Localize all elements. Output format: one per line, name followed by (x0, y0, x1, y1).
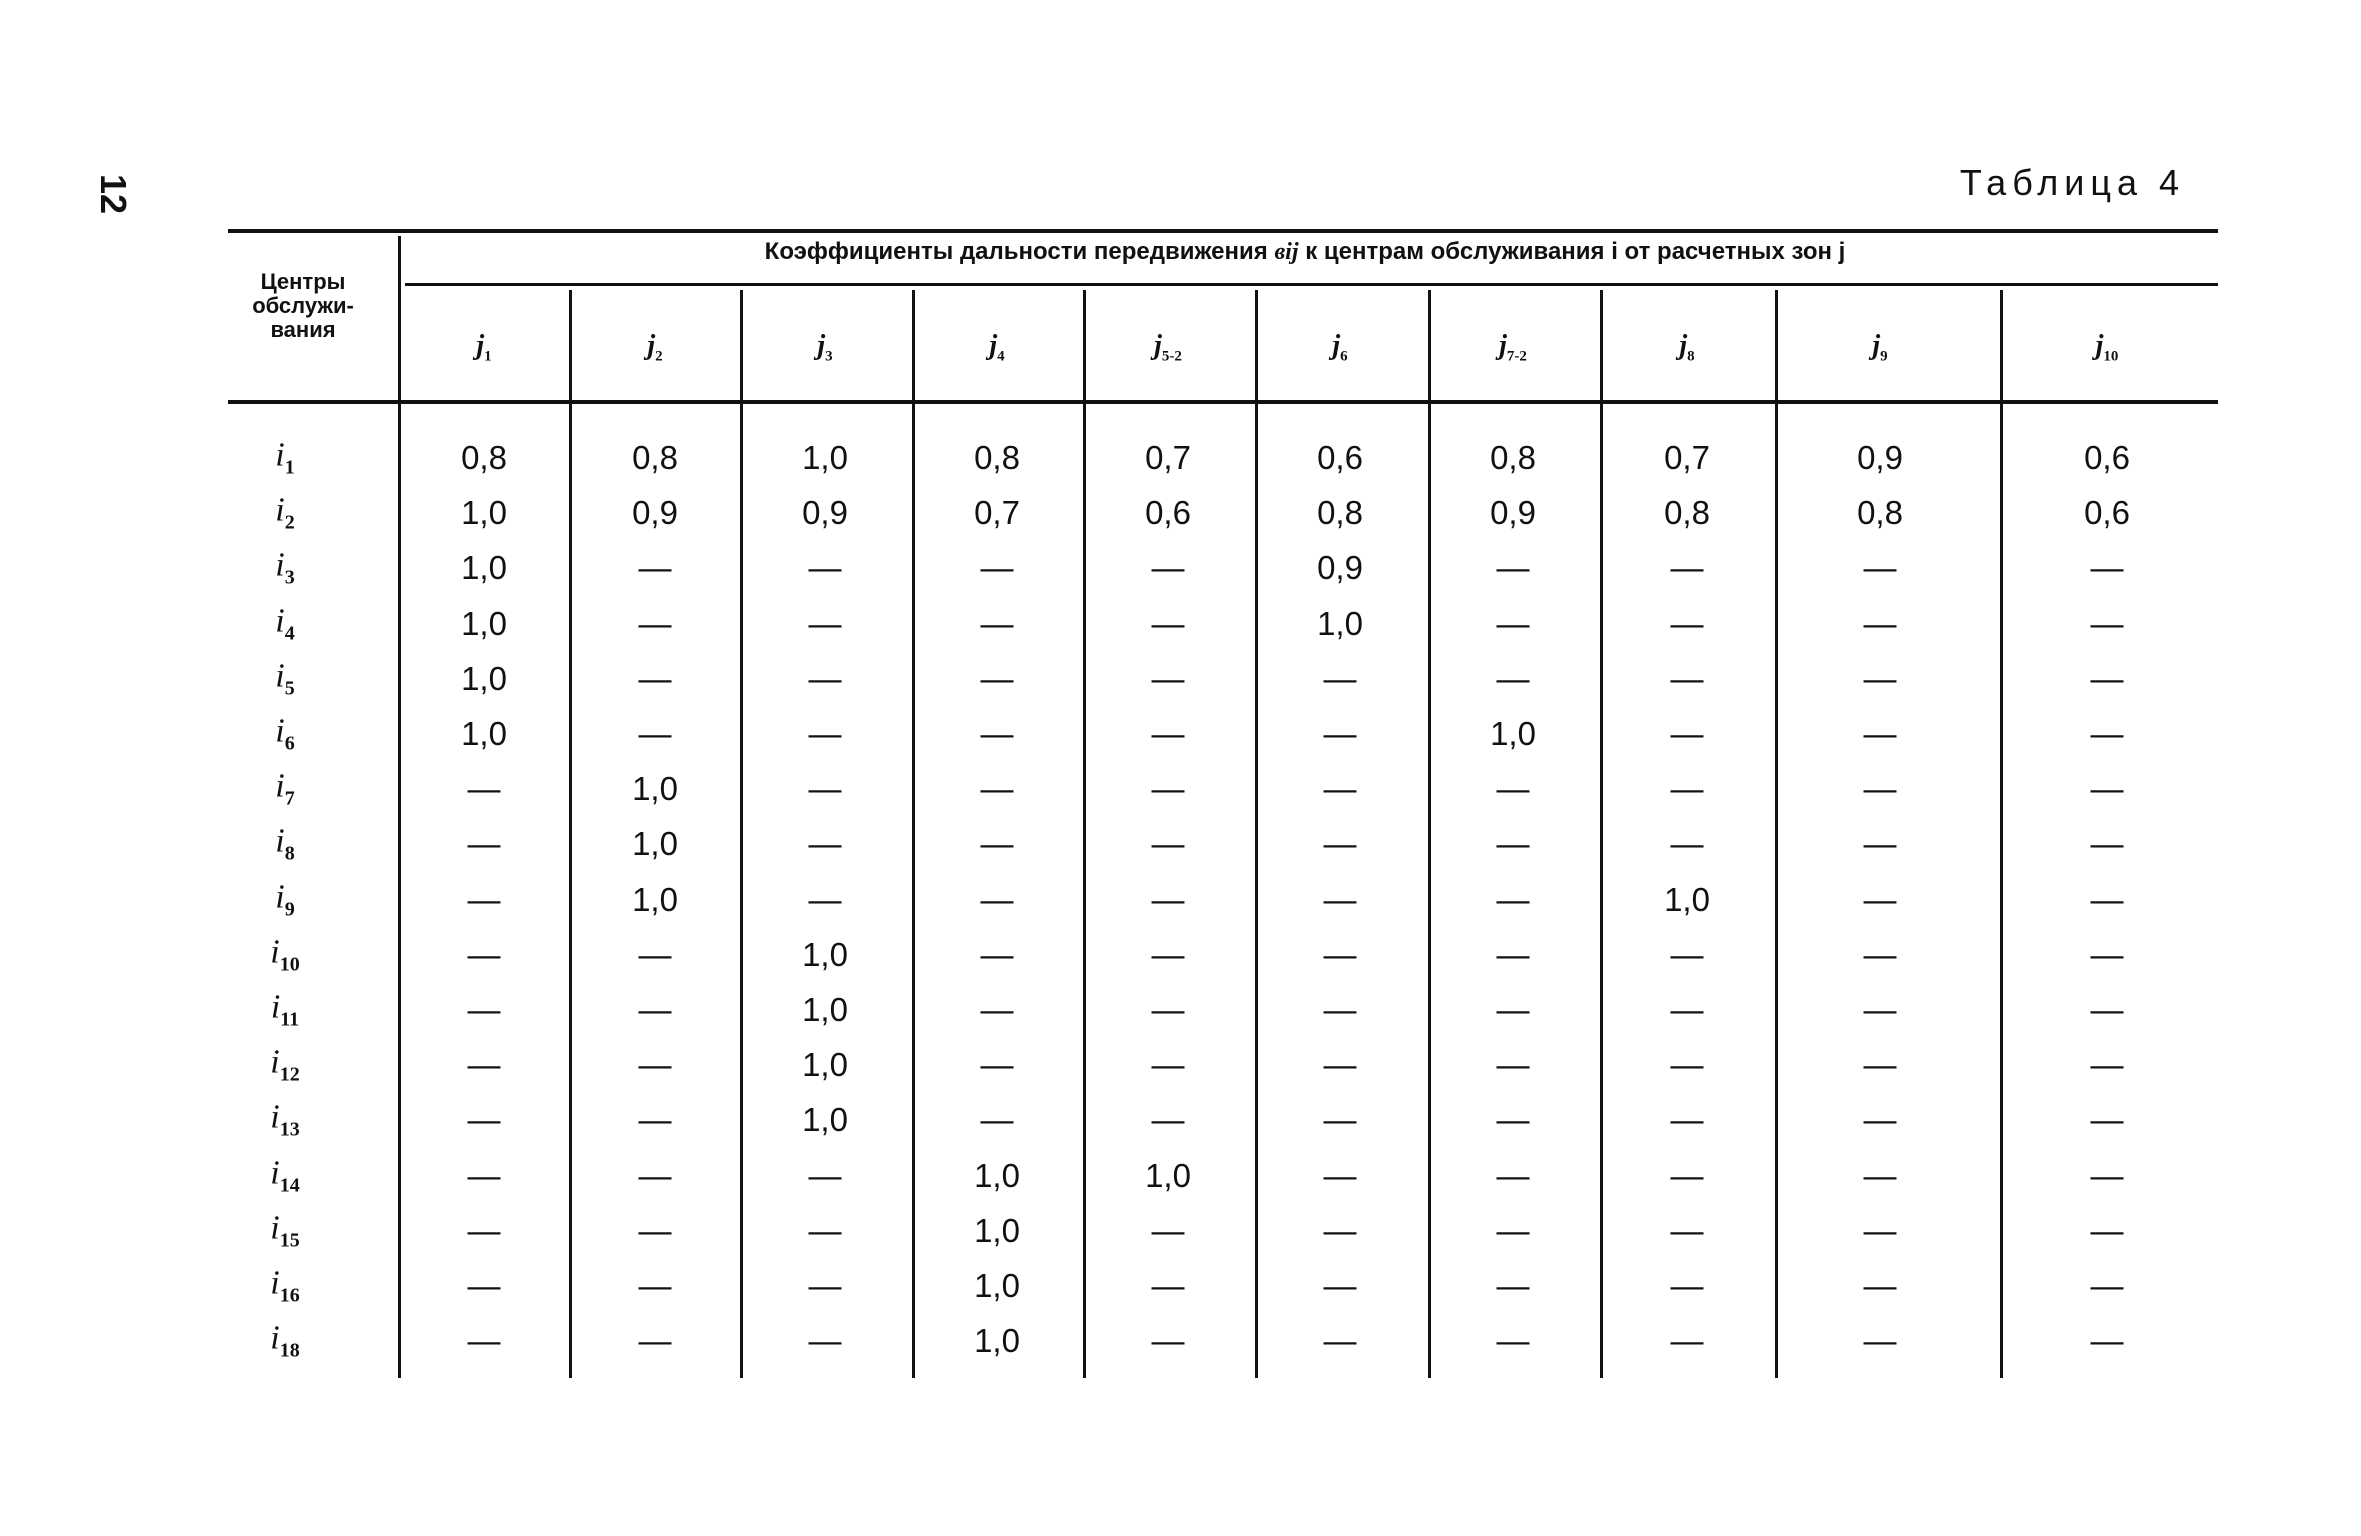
table-cell: — (1496, 659, 1530, 697)
table-cell: — (808, 604, 842, 642)
table-cell: — (2090, 825, 2124, 863)
table-cell: — (2090, 1267, 2124, 1304)
table-cell: — (1151, 1322, 1185, 1360)
table-cell: 0,7 (1145, 439, 1191, 476)
table-cell: — (1151, 604, 1185, 642)
table-cell: — (1323, 991, 1357, 1028)
column-header-symbol: j (1679, 330, 1688, 361)
table-cell: — (2090, 880, 2124, 918)
table-cell: 1,0 (974, 1267, 1020, 1304)
row-label (240, 1044, 330, 1087)
table-cell: — (1863, 770, 1897, 808)
table-cell: — (1863, 1322, 1897, 1360)
table-cell: — (980, 715, 1014, 752)
table-cell: — (638, 715, 672, 752)
table-cell: — (638, 549, 672, 587)
table-cell: 1,0 (802, 439, 848, 476)
column-header-symbol: j (476, 330, 485, 361)
row-label (240, 657, 330, 700)
row-label-index: 7 (284, 787, 295, 810)
row-label (240, 547, 330, 590)
row-label-index: 11 (280, 1008, 300, 1031)
table-cell: 0,9 (1317, 549, 1363, 587)
row-label-symbol: i (275, 767, 285, 805)
column-header-index: 10 (2103, 348, 2119, 365)
table-cell: 0,6 (2084, 494, 2130, 532)
table-cell: — (638, 1322, 672, 1360)
column-header-index: 5-2 (1161, 348, 1182, 365)
table-cell: — (638, 659, 672, 697)
table-cell: — (638, 1101, 672, 1139)
table-cell: 1,0 (802, 1101, 848, 1139)
group-header-rule (405, 283, 2218, 286)
row-label-symbol: i (270, 1319, 280, 1357)
table-cell: — (1863, 604, 1897, 642)
table-cell: — (1151, 1267, 1185, 1304)
table-cell: — (1151, 1101, 1185, 1139)
table-cell: 1,0 (1664, 880, 1710, 918)
table-cell: — (2090, 991, 2124, 1028)
table-cell: — (1670, 549, 1704, 587)
table-cell: 1,0 (632, 770, 678, 808)
row-label-symbol: i (275, 822, 285, 860)
table-cell: — (467, 1101, 501, 1139)
row-label-symbol: i (275, 546, 285, 584)
column-header-index: 4 (997, 348, 1005, 365)
table-cell: — (1151, 549, 1185, 587)
table-cell: — (467, 1267, 501, 1304)
table-cell: — (1670, 1101, 1704, 1139)
table-cell: — (638, 935, 672, 973)
column-rule (1775, 290, 1778, 1378)
table-cell: 0,8 (632, 439, 678, 476)
table-cell: — (1496, 991, 1530, 1028)
table-cell: 0,8 (461, 439, 507, 476)
table-cell: — (1670, 1322, 1704, 1360)
table-cell: — (1323, 1101, 1357, 1139)
column-rule (398, 236, 401, 1378)
table-cell: — (1863, 880, 1897, 918)
table-cell: 0,8 (1664, 494, 1710, 532)
column-header-index: 6 (1340, 348, 1348, 365)
row-label (240, 933, 330, 976)
table-cell: — (980, 659, 1014, 697)
table-cell: — (2090, 715, 2124, 752)
row-label-symbol: i (270, 1154, 280, 1192)
table-cell: — (2090, 935, 2124, 973)
row-label (240, 768, 330, 811)
group-header-text-after: к центрам обслуживания i от расчетных зон j (1305, 238, 1846, 265)
column-header (1872, 330, 1887, 366)
table-cell: — (2090, 604, 2124, 642)
table-cell: — (1670, 604, 1704, 642)
table-cell: 0,9 (802, 494, 848, 532)
table-cell: — (980, 825, 1014, 863)
table-cell: — (467, 1211, 501, 1249)
column-header (2096, 330, 2119, 366)
group-header-symbol: вij (1274, 239, 1299, 265)
table-cell: 0,8 (1857, 494, 1903, 532)
table-cell: — (1670, 991, 1704, 1028)
table-cell: — (1496, 880, 1530, 918)
column-header (1332, 330, 1347, 366)
table-cell: — (1863, 825, 1897, 863)
column-header (989, 330, 1004, 366)
table-cell: — (2090, 770, 2124, 808)
table-cell: — (2090, 549, 2124, 587)
row-label-index: 18 (279, 1339, 300, 1362)
column-header (1154, 330, 1182, 366)
row-label (240, 437, 330, 480)
table-cell: — (1496, 935, 1530, 973)
table-cell: 0,6 (1145, 494, 1191, 532)
table-cell: — (2090, 1322, 2124, 1360)
table-cell: — (1496, 549, 1530, 587)
column-header-index: 3 (825, 348, 833, 365)
row-label (240, 713, 330, 756)
table-cell: — (1670, 1211, 1704, 1249)
row-label (240, 989, 330, 1032)
table-cell: — (467, 880, 501, 918)
column-header (647, 330, 662, 366)
column-header-symbol: j (1332, 330, 1341, 361)
table-cell: 0,9 (1490, 494, 1536, 532)
table-cell: 1,0 (974, 1156, 1020, 1194)
row-label-symbol: i (275, 436, 285, 474)
row-label-symbol: i (270, 1098, 280, 1136)
table-cell: — (1670, 659, 1704, 697)
table-cell: 0,6 (2084, 439, 2130, 476)
table-cell: — (980, 604, 1014, 642)
row-label-symbol: i (270, 988, 281, 1026)
table-cell: — (1863, 1211, 1897, 1249)
table-cell: — (808, 1322, 842, 1360)
table-cell: 1,0 (802, 935, 848, 973)
table-cell: — (638, 991, 672, 1028)
row-label (240, 1154, 330, 1197)
table-cell: — (1323, 880, 1357, 918)
table-cell: 1,0 (461, 549, 507, 587)
table-cell: — (980, 1046, 1014, 1084)
table-cell: — (1496, 1211, 1530, 1249)
row-label (240, 602, 330, 645)
column-header-symbol: j (647, 330, 656, 361)
column-header-symbol: j (1872, 330, 1881, 361)
column-header-symbol: j (1499, 330, 1507, 361)
table-cell: — (808, 880, 842, 918)
table-cell: — (980, 549, 1014, 587)
table-cell: — (467, 1046, 501, 1084)
table-cell: — (1151, 1046, 1185, 1084)
table-cell: — (1151, 715, 1185, 752)
table-cell: — (1496, 1156, 1530, 1194)
row-label-symbol: i (275, 602, 285, 640)
table-cell: — (808, 549, 842, 587)
table-cell: 0,9 (1857, 439, 1903, 476)
table-cell: — (980, 770, 1014, 808)
table-cell: — (1863, 991, 1897, 1028)
column-rule (1083, 290, 1086, 1378)
table-cell: 1,0 (461, 715, 507, 752)
row-label-index: 16 (279, 1284, 300, 1307)
table-cell: — (638, 604, 672, 642)
table-cell: — (1151, 935, 1185, 973)
header-bottom-rule (228, 400, 2218, 404)
table-cell: 1,0 (1317, 604, 1363, 642)
page-number: 12 (93, 174, 134, 215)
table-cell: — (2090, 1101, 2124, 1139)
row-label-index: 5 (284, 677, 295, 700)
row-label-symbol: i (275, 878, 285, 916)
table-cell: 0,7 (1664, 439, 1710, 476)
table-cell: — (1323, 1211, 1357, 1249)
table-cell: — (980, 991, 1014, 1028)
row-label-index: 4 (284, 621, 295, 644)
table-cell: — (2090, 659, 2124, 697)
table-cell: — (1496, 1267, 1530, 1304)
table-cell: 0,9 (632, 494, 678, 532)
table-cell: — (467, 935, 501, 973)
column-header-symbol: j (989, 330, 998, 361)
table-cell: — (1863, 935, 1897, 973)
table-cell: — (808, 1211, 842, 1249)
table-cell: — (1151, 991, 1185, 1028)
table-cell: — (1863, 1046, 1897, 1084)
table-cell: — (1863, 715, 1897, 752)
column-header (1499, 330, 1527, 366)
row-label (240, 1265, 330, 1308)
table-cell: 1,0 (1490, 715, 1536, 752)
table-cell: 1,0 (632, 880, 678, 918)
table-cell: — (1670, 770, 1704, 808)
table-cell: — (1323, 715, 1357, 752)
table-cell: — (1151, 659, 1185, 697)
row-label (240, 492, 330, 535)
table-cell: 1,0 (974, 1211, 1020, 1249)
row-label (240, 1099, 330, 1142)
table-cell: — (467, 770, 501, 808)
table-cell: — (1323, 1046, 1357, 1084)
table-cell: 1,0 (461, 604, 507, 642)
table-cell: — (1323, 1267, 1357, 1304)
table-cell: — (467, 825, 501, 863)
column-rule (2000, 290, 2003, 1378)
table-cell: 1,0 (632, 825, 678, 863)
table-cell: — (1496, 604, 1530, 642)
column-header-index: 9 (1880, 348, 1888, 365)
column-rule (912, 290, 915, 1378)
table-cell: — (1670, 1156, 1704, 1194)
table-cell: — (808, 715, 842, 752)
row-label (240, 1320, 330, 1363)
table-cell: — (1323, 659, 1357, 697)
table-cell: — (1863, 1101, 1897, 1139)
column-header (476, 330, 491, 366)
row-label-index: 13 (279, 1118, 300, 1141)
column-header-index: 2 (655, 348, 663, 365)
table-cell: — (1496, 825, 1530, 863)
table-cell: 1,0 (802, 1046, 848, 1084)
table-cell: 0,8 (1317, 494, 1363, 532)
table-cell: — (638, 1211, 672, 1249)
row-label-index: 12 (279, 1063, 300, 1086)
row-label (240, 878, 330, 921)
table-cell: — (1323, 1322, 1357, 1360)
row-label-symbol: i (270, 1209, 280, 1247)
table-cell: — (808, 1267, 842, 1304)
row-label-index: 10 (279, 953, 300, 976)
group-header-text-before: Коэффициенты дальности передвижения (764, 238, 1268, 265)
table-cell: — (467, 1322, 501, 1360)
row-label-symbol: i (275, 712, 285, 750)
row-label-index: 9 (284, 897, 295, 920)
table-cell: — (1670, 825, 1704, 863)
table-cell: — (1863, 659, 1897, 697)
table-cell: 1,0 (461, 659, 507, 697)
table-cell: 1,0 (1145, 1156, 1191, 1194)
column-header (1679, 330, 1694, 366)
row-label-index: 1 (284, 456, 295, 479)
table-cell: 0,8 (1490, 439, 1536, 476)
table-top-rule (228, 229, 2218, 233)
row-label-index: 3 (284, 566, 295, 589)
table-cell: — (1323, 1156, 1357, 1194)
corner-header: Центры обслужи- вания (252, 269, 354, 342)
column-header-index: 7-2 (1506, 348, 1527, 365)
table-cell: — (2090, 1046, 2124, 1084)
table-cell: 0,6 (1317, 439, 1363, 476)
table-cell: — (1863, 549, 1897, 587)
table-cell: 0,8 (974, 439, 1020, 476)
table-cell: — (1496, 770, 1530, 808)
column-rule (740, 290, 743, 1378)
column-header (817, 330, 832, 366)
table-cell: — (1863, 1156, 1897, 1194)
table-cell: — (1670, 1267, 1704, 1304)
row-label-index: 6 (284, 732, 295, 755)
table-cell: — (1670, 715, 1704, 752)
column-rule (569, 290, 572, 1378)
table-cell: — (467, 991, 501, 1028)
column-header-index: 1 (484, 348, 492, 365)
row-label-symbol: i (275, 657, 285, 695)
table-cell: — (1670, 935, 1704, 973)
table-cell: — (808, 825, 842, 863)
table-cell: — (1496, 1322, 1530, 1360)
column-rule (1600, 290, 1603, 1378)
table-cell: — (808, 770, 842, 808)
table-title: Таблица 4 (1959, 162, 2185, 203)
table-cell: 0,7 (974, 494, 1020, 532)
table-cell: — (808, 659, 842, 697)
table-cell: — (2090, 1156, 2124, 1194)
table-cell: — (1151, 880, 1185, 918)
row-label (240, 1209, 330, 1252)
group-header (400, 238, 2210, 266)
table-cell: — (2090, 1211, 2124, 1249)
table-cell: — (1496, 1046, 1530, 1084)
table-cell: — (1151, 1211, 1185, 1249)
row-label-symbol: i (270, 1043, 280, 1081)
column-header-symbol: j (2095, 330, 2104, 361)
table-cell: — (980, 880, 1014, 918)
row-label-index: 14 (279, 1173, 300, 1196)
table-cell: — (1323, 770, 1357, 808)
table-cell: — (808, 1156, 842, 1194)
table-cell: — (1863, 1267, 1897, 1304)
table-cell: — (1670, 1046, 1704, 1084)
table-cell: — (1151, 770, 1185, 808)
table-cell: — (980, 935, 1014, 973)
table-cell: — (1323, 825, 1357, 863)
row-label-index: 8 (284, 842, 295, 865)
row-label-symbol: i (275, 491, 285, 529)
table-cell: — (638, 1267, 672, 1304)
table-cell: 1,0 (802, 991, 848, 1028)
column-rule (1255, 290, 1258, 1378)
row-label-index: 2 (284, 511, 295, 534)
table-cell: — (638, 1046, 672, 1084)
row-label-symbol: i (270, 1264, 280, 1302)
column-header-index: 8 (1687, 348, 1695, 365)
table-cell: — (980, 1101, 1014, 1139)
table-cell: — (638, 1156, 672, 1194)
table-cell: — (1151, 825, 1185, 863)
column-header-symbol: j (817, 330, 826, 361)
column-rule (1428, 290, 1431, 1378)
table-cell: — (1323, 935, 1357, 973)
row-label (240, 823, 330, 866)
row-label-index: 15 (279, 1229, 300, 1252)
column-header-symbol: j (1154, 330, 1162, 361)
table-cell: 1,0 (974, 1322, 1020, 1360)
row-label-symbol: i (270, 933, 280, 971)
table-cell: — (1496, 1101, 1530, 1139)
table-cell: 1,0 (461, 494, 507, 532)
table-cell: — (467, 1156, 501, 1194)
